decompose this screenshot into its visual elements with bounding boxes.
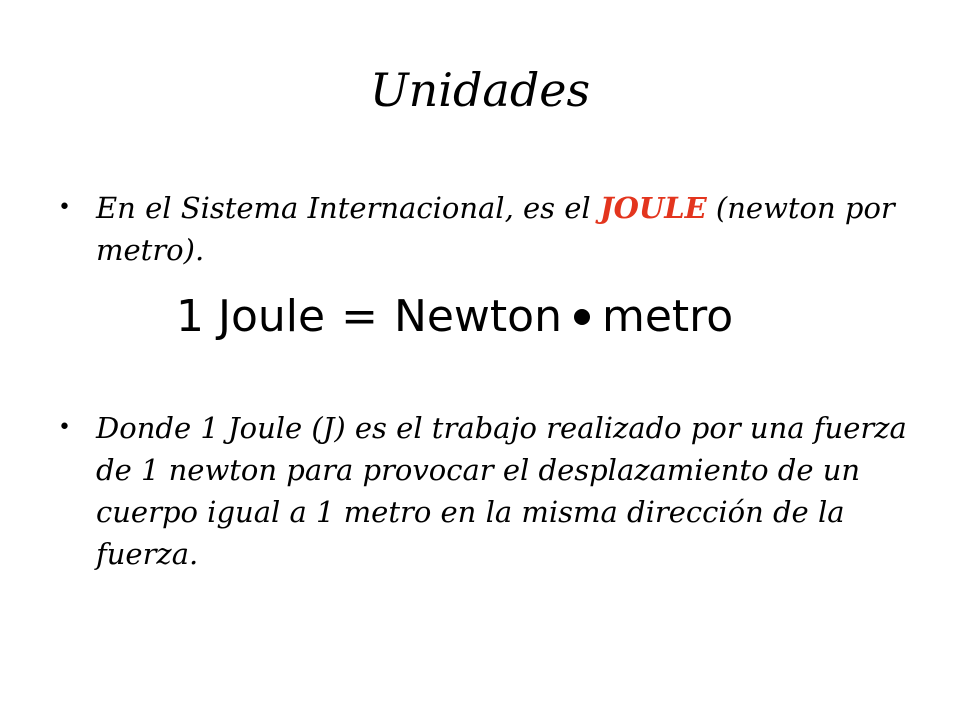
multiplication-dot-icon — [574, 309, 590, 325]
slide-title: Unidades — [369, 63, 591, 117]
formula-equals: = — [341, 291, 378, 342]
formula-lhs: 1 Joule — [176, 291, 326, 342]
formula-term-newton: Newton — [393, 291, 562, 342]
bullet-item-2 — [58, 407, 908, 575]
formula-term-metro: metro — [601, 291, 734, 342]
bullet-dot-icon: • — [58, 415, 71, 440]
joule-highlight: JOULE — [599, 191, 707, 225]
bullet-text-before: En el Sistema Internacional, es el — [96, 191, 600, 225]
bullet-text-after: (newton por metro). — [96, 191, 895, 267]
bullet-text — [96, 187, 908, 271]
bullet-text: Donde 1 Joule (J) es el trabajo realizado por una fuerza de 1 newton para provocar el desplazamiento de un cuerpo igual a 1 metro en la misma dirección de la fuerza. — [96, 411, 907, 571]
joule-formula — [176, 287, 733, 347]
bullet-item-1 — [58, 187, 908, 271]
bullet-dot-icon: • — [58, 195, 71, 220]
